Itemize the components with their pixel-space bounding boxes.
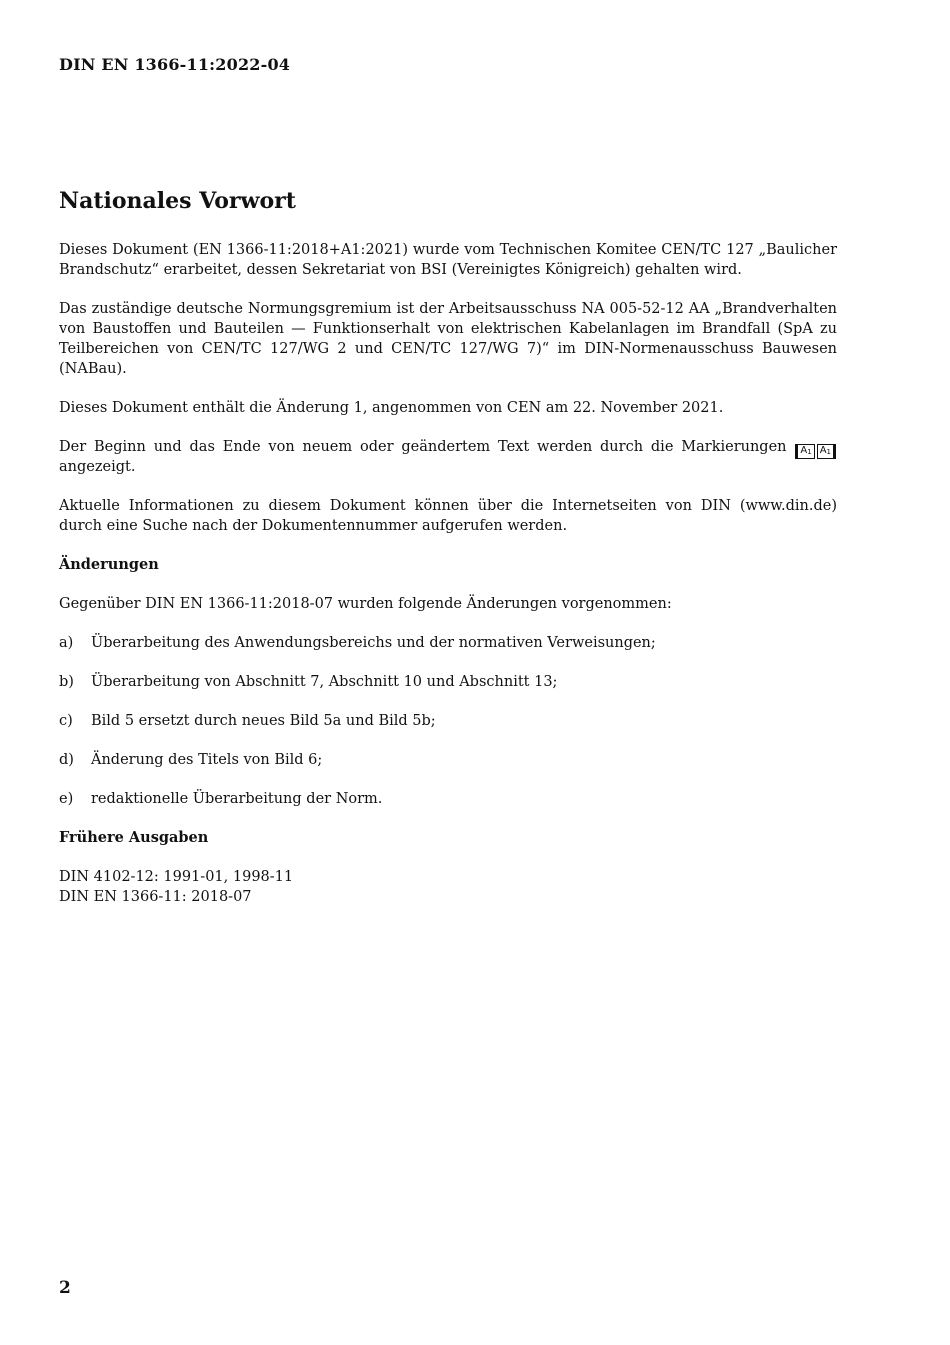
paragraph-amendment: Dieses Dokument enthält die Änderung 1, angenommen von CEN am 22. November 2021. xyxy=(59,400,724,416)
paragraph-information: Aktuelle Informationen zu diesem Dokument können über die Internetseiten von DIN (www.din.de) durch eine Suche nach der Dokumentennummer aufgerufen werden. xyxy=(59,498,837,534)
earlier-edition-line: DIN EN 1366-11: 2018-07 xyxy=(59,889,252,905)
marker-end-letter: A xyxy=(819,445,827,456)
list-item-text: Überarbeitung von Abschnitt 7, Abschnitt 10 und Abschnitt 13; xyxy=(91,674,558,690)
list-item xyxy=(59,711,837,731)
page-title: Nationales Vorwort xyxy=(59,188,296,214)
changes-intro: Gegenüber DIN EN 1366-11:2018-07 wurden folgende Änderungen vorgenommen: xyxy=(59,596,672,612)
list-item-text: Bild 5 ersetzt durch neues Bild 5a und Bild 5b; xyxy=(91,713,436,729)
list-item-label: d) xyxy=(59,752,74,768)
paragraph-committee: Dieses Dokument (EN 1366-11:2018+A1:2021) wurde vom Technischen Komitee CEN/TC 127 „Baulicher Brandschutz“ erarbeitet, dessen Sekretariat von BSI (Vereinigtes Königreich) gehalten wird. xyxy=(59,242,837,278)
marker-start-letter: A xyxy=(800,445,808,456)
list-item xyxy=(59,672,837,692)
marker-start-sub: 1 xyxy=(807,448,812,456)
list-item-label: a) xyxy=(59,635,74,651)
list-item-label: e) xyxy=(59,791,74,807)
markers-text-after: angezeigt. xyxy=(59,459,136,475)
earlier-edition-line: DIN 4102-12: 1991-01, 1998-11 xyxy=(59,869,294,885)
changes-heading: Änderungen xyxy=(59,556,159,573)
list-item xyxy=(59,633,837,653)
marker-end-sub: 1 xyxy=(826,448,832,456)
document-id: DIN EN 1366-11:2022-04 xyxy=(59,55,291,74)
paragraph-markers xyxy=(59,437,837,477)
paragraph-german-committee: Das zuständige deutsche Normungsgremium ist der Arbeitsausschuss NA 005-52-12 AA „Brandverhalten von Baustoffen und Bauteilen — Funktionserhalt von elektrischen Kabelanlagen im Brandfall (SpA zu Teilbereichen von CEN/TC 127/WG 2 und CEN/TC 127/WG 7)“ im DIN-Normenausschuss Bauwesen (NABau). xyxy=(59,301,837,377)
list-item xyxy=(59,750,837,770)
earlier-editions-list xyxy=(59,867,837,907)
list-item-text: redaktionelle Überarbeitung der Norm. xyxy=(91,791,383,807)
amendment-start-marker-icon xyxy=(795,444,814,459)
changes-list xyxy=(59,633,837,809)
list-item-text: Änderung des Titels von Bild 6; xyxy=(91,752,323,768)
list-item-text: Überarbeitung des Anwendungsbereichs und der normativen Verweisungen; xyxy=(91,635,656,651)
amendment-end-marker-icon xyxy=(817,444,836,459)
list-item-label: c) xyxy=(59,713,73,729)
foreword-body xyxy=(59,240,837,907)
list-item xyxy=(59,789,837,809)
page-number: 2 xyxy=(59,1278,71,1298)
earlier-editions-heading: Frühere Ausgaben xyxy=(59,829,209,846)
markers-text-before: Der Beginn und das Ende von neuem oder geändertem Text werden durch die Markierungen xyxy=(59,439,787,455)
list-item-label: b) xyxy=(59,674,74,690)
